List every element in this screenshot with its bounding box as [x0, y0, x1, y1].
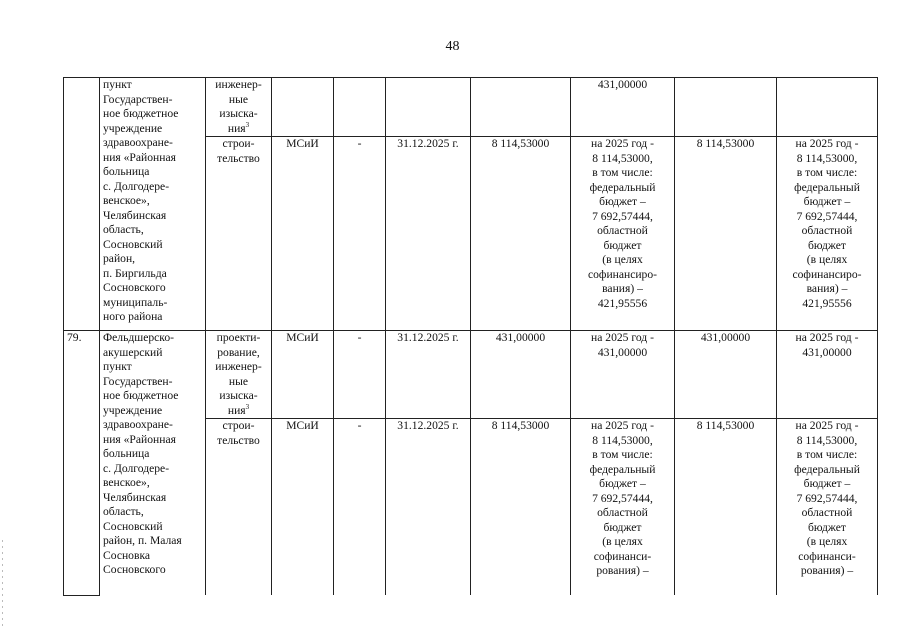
- work-type-cell: строи- тельство: [206, 419, 272, 596]
- row-number-cell: 79.: [64, 331, 100, 596]
- limit-cell: [675, 78, 777, 137]
- table-row: [64, 331, 878, 419]
- executor-cell: МСиИ: [272, 331, 334, 419]
- scan-artifact: [2, 540, 3, 630]
- executor-cell: [272, 78, 334, 137]
- work-type-cell: инженер- ные изыска- ния$^3$: [206, 78, 272, 137]
- limit-cell: 431,00000: [675, 331, 777, 419]
- page-number: 48: [445, 39, 460, 54]
- cost-cell: 431,00000: [471, 331, 571, 419]
- table-row: [64, 78, 878, 137]
- funding-cell: на 2025 год - 8 114,53000, в том числе: федеральный бюджет – 7 692,57444, областной бюджет (в целях софинансиро- вания) – 421,95556: [571, 137, 675, 331]
- dash-cell: -: [334, 419, 386, 596]
- funding2-cell: на 2025 год - 8 114,53000, в том числе: федеральный бюджет – 7 692,57444, областной бюджет (в целях софинанси- рования) –: [777, 419, 878, 596]
- funding-cell: 431,00000: [571, 78, 675, 137]
- deadline-cell: 31.12.2025 г.: [386, 331, 471, 419]
- work-type-cell: строи- тельство: [206, 137, 272, 331]
- cost-cell: 8 114,53000: [471, 419, 571, 596]
- funding2-cell: на 2025 год - 431,00000: [777, 331, 878, 419]
- cost-cell: [471, 78, 571, 137]
- executor-cell: МСиИ: [272, 137, 334, 331]
- limit-cell: 8 114,53000: [675, 137, 777, 331]
- deadline-cell: 31.12.2025 г.: [386, 137, 471, 331]
- funding-cell: на 2025 год - 8 114,53000, в том числе: федеральный бюджет – 7 692,57444, областной бюджет (в целях софинанси- рования) –: [571, 419, 675, 596]
- row-number-cell: [64, 78, 100, 331]
- investment-objects-table: [63, 77, 878, 596]
- cost-cell: 8 114,53000: [471, 137, 571, 331]
- executor-cell: МСиИ: [272, 419, 334, 596]
- object-name-cell: пункт Государствен- ное бюджетное учреждение здравоохране- ния «Районная больница с. Долгодере- венское», Челябинская область, Сосновский район, п. Биргильда Сосновского муниципаль- ного района: [100, 78, 206, 331]
- work-type-cell: проекти- рование, инженер- ные изыска- ния$^3$: [206, 331, 272, 419]
- dash-cell: [334, 78, 386, 137]
- funding2-cell: [777, 78, 878, 137]
- object-name-cell: Фельдшерско- акушерский пункт Государствен- ное бюджетное учреждение здравоохране- ния «Районная больница с. Долгодере- венское», Челябинская область, Сосновский район, п. Малая Сосновка Сосновского: [100, 331, 206, 596]
- deadline-cell: 31.12.2025 г.: [386, 419, 471, 596]
- deadline-cell: [386, 78, 471, 137]
- limit-cell: 8 114,53000: [675, 419, 777, 596]
- dash-cell: -: [334, 137, 386, 331]
- funding-cell: на 2025 год - 431,00000: [571, 331, 675, 419]
- dash-cell: -: [334, 331, 386, 419]
- funding2-cell: на 2025 год - 8 114,53000, в том числе: федеральный бюджет – 7 692,57444, областной бюджет (в целях софинансиро- вания) – 421,95556: [777, 137, 878, 331]
